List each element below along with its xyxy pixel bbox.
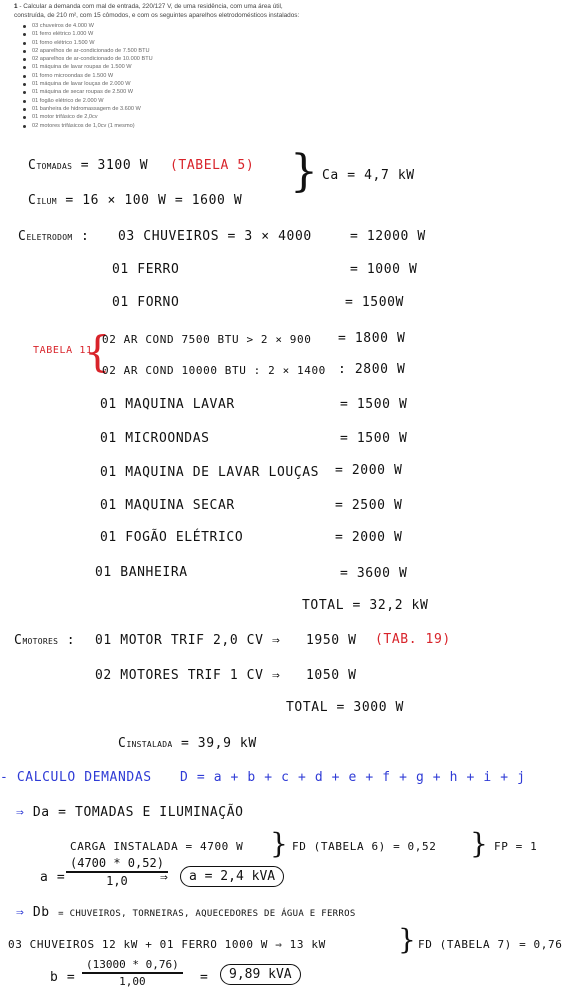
fraction-bar <box>82 972 183 974</box>
appliance-desc: 01 FOGÃO ELÉTRICO <box>100 530 244 545</box>
a-denominator: 1,0 <box>106 873 128 888</box>
a-numerator: (4700 * 0,52) <box>70 856 164 870</box>
fraction-bar <box>66 871 168 873</box>
list-item: 01 ferro elétrico 1.000 W <box>32 30 314 38</box>
a-fraction <box>66 856 168 888</box>
appliance-desc: 03 CHUVEIROS = 3 × 4000 <box>118 229 312 244</box>
appliance-desc: 01 FERRO <box>112 262 180 277</box>
b-equals: = <box>200 970 209 985</box>
ca-total: Ca = 4,7 kW <box>322 168 415 183</box>
da-line: ⇒ Da = TOMADAS E ILUMINAÇÃO <box>16 805 244 820</box>
c-ilum-line: CILUM = 16 × 100 W = 1600 W <box>28 193 243 208</box>
b-lhs: b = <box>50 970 76 985</box>
motor-desc: 01 MOTOR TRIF 2,0 CV ⇒ <box>95 633 281 648</box>
appliance-value: = 1800 W <box>338 331 406 346</box>
fp-value: FP = 1 <box>494 840 538 853</box>
b-denominator: 1,00 <box>119 974 146 988</box>
appliance-value: = 12000 W <box>350 229 426 244</box>
list-item: 01 máquina de lavar roupas de 1.500 W <box>32 63 314 71</box>
appliance-value: = 3600 W <box>340 566 408 581</box>
c-instalada-line: CINSTALADA = 39,9 kW <box>118 736 257 751</box>
motor-value: 1950 W <box>306 633 357 648</box>
b-fraction <box>82 958 183 988</box>
tabela11-label: TABELA 11 <box>33 345 93 356</box>
motor-value: 1050 W <box>306 668 357 683</box>
a-result: a = 2,4 kVA <box>180 866 284 887</box>
curly-brace: } <box>290 146 318 197</box>
list-item: 01 motor trifásico de 2,0cv <box>32 113 314 121</box>
problem-statement <box>14 2 314 130</box>
appliance-value: = 1000 W <box>350 262 418 277</box>
list-item: 01 máquina de secar roupas de 2.500 W <box>32 88 314 96</box>
curly-brace: } <box>470 827 488 860</box>
appliance-desc: 01 MICROONDAS <box>100 431 210 446</box>
carga-instalada: CARGA INSTALADA = 4700 W <box>70 840 244 853</box>
appliance-desc: 01 FORNO <box>112 295 180 310</box>
list-item: 01 fogão elétrico de 2.000 W <box>32 97 314 105</box>
c-tomadas-line: CTOMADAS = 3100 W <box>28 158 149 173</box>
curly-brace: } <box>398 923 416 956</box>
calculo-demandas-title: - CALCULO DEMANDAS <box>0 770 152 785</box>
demand-formula: D = a + b + c + d + e + f + g + h + i + j <box>180 770 526 785</box>
list-item: 02 motores trifásicos de 1,0cv (1 mesmo) <box>32 122 314 130</box>
a-arrow: ⇒ <box>160 870 169 885</box>
appliance-value: = 1500 W <box>340 431 408 446</box>
fd-tabela7: FD (TABELA 7) = 0,76 <box>418 938 563 951</box>
a-lhs: a = <box>40 870 66 885</box>
appliance-desc: 01 BANHEIRA <box>95 565 188 580</box>
fd-tabela6: FD (TABELA 6) = 0,52 <box>292 840 437 853</box>
appliance-desc: 02 AR COND 7500 BTU > 2 × 900 <box>102 333 312 346</box>
appliance-desc: 02 AR COND 10000 BTU : 2 × 1400 <box>102 364 326 377</box>
list-item: 01 forno elétrico 1.500 W <box>32 39 314 47</box>
red-brace: { <box>84 327 111 376</box>
appliance-list <box>32 22 314 130</box>
list-item: 01 máquina de lavar louças de 2.000 W <box>32 80 314 88</box>
tabela5-ref: (TABELA 5) <box>170 158 255 173</box>
list-item: 01 forno microondas de 1.500 W <box>32 72 314 80</box>
tab19-ref: (TAB. 19) <box>375 632 451 647</box>
list-item: 03 chuveiros de 4.000 W <box>32 22 314 30</box>
list-item: 02 aparelhos de ar-condicionado de 7.500 BTU <box>32 47 314 55</box>
problem-number: 1 <box>14 3 18 10</box>
problem-text: - Calcular a demanda com mal de entrada, 220/127 V, de uma residência, com uma área útil, construída, de 210 m², com 15 cômodos, e com os seguintes aparelhos eletrodomésticos instalados: <box>14 3 300 19</box>
appliance-value: = 2000 W <box>335 463 403 478</box>
list-item: 01 banheira de hidromassagem de 3.600 W <box>32 105 314 113</box>
b-numerator: (13000 * 0,76) <box>86 958 179 971</box>
curly-brace: } <box>270 827 288 860</box>
motor-desc: 02 MOTORES TRIF 1 CV ⇒ <box>95 668 281 683</box>
list-item: 02 aparelhos de ar-condicionado de 10.000 BTU <box>32 55 314 63</box>
total-eletrodom: TOTAL = 32,2 kW <box>302 598 429 613</box>
chuveiros-line: 03 CHUVEIROS 12 kW + 01 FERRO 1000 W ⇒ 13 kW <box>8 938 326 951</box>
c-eletrodom-label: CELETRODOM : <box>18 229 90 244</box>
appliance-value: = 1500W <box>345 295 404 310</box>
total-motores: TOTAL = 3000 W <box>286 700 404 715</box>
appliance-desc: 01 MAQUINA LAVAR <box>100 397 235 412</box>
appliance-desc: 01 MAQUINA SECAR <box>100 498 235 513</box>
c-motores-label: CMOTORES : <box>14 633 76 648</box>
db-line: ⇒ Db = CHUVEIROS, TORNEIRAS, AQUECEDORES DE ÁGUA E FERROS <box>16 905 356 920</box>
appliance-value: = 2000 W <box>335 530 403 545</box>
appliance-desc: 01 MAQUINA DE LAVAR LOUÇAS <box>100 465 320 480</box>
b-result: 9,89 kVA <box>220 964 301 985</box>
appliance-value: : 2800 W <box>338 362 406 377</box>
appliance-value: = 1500 W <box>340 397 408 412</box>
appliance-value: = 2500 W <box>335 498 403 513</box>
